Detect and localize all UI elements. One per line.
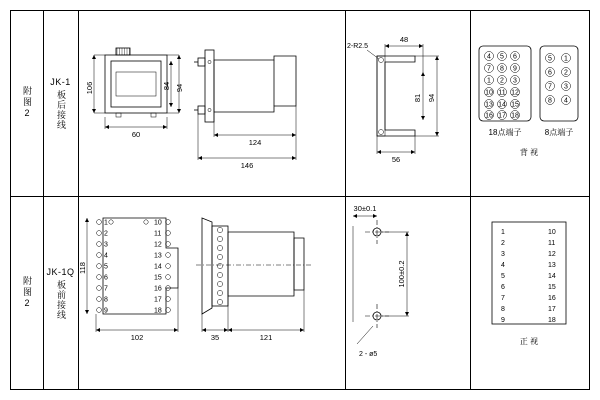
svg-text:8: 8 xyxy=(104,296,108,304)
svg-text:正 视: 正 视 xyxy=(519,337,539,346)
svg-text:3: 3 xyxy=(104,241,108,249)
svg-text:2: 2 xyxy=(500,77,504,85)
svg-text:81: 81 xyxy=(413,93,422,103)
row-2-drawings xyxy=(78,196,345,389)
svg-text:13: 13 xyxy=(548,262,556,269)
svg-text:8: 8 xyxy=(500,65,504,73)
svg-text:8点端子: 8点端子 xyxy=(544,128,574,137)
svg-text:2: 2 xyxy=(564,69,568,77)
svg-text:35: 35 xyxy=(210,333,220,342)
svg-text:7: 7 xyxy=(548,83,552,91)
svg-text:11: 11 xyxy=(154,230,162,238)
svg-text:15: 15 xyxy=(548,284,556,291)
svg-text:9: 9 xyxy=(501,317,505,324)
svg-text:13: 13 xyxy=(154,252,162,260)
svg-text:2-R2.5: 2-R2.5 xyxy=(347,43,369,50)
svg-text:9: 9 xyxy=(513,65,517,73)
svg-text:18点端子: 18点端子 xyxy=(488,128,522,137)
svg-text:7: 7 xyxy=(104,285,108,293)
svg-text:15: 15 xyxy=(511,101,519,109)
row-2-model-label xyxy=(43,196,78,389)
svg-text:8: 8 xyxy=(548,97,552,105)
svg-text:17: 17 xyxy=(498,112,506,120)
svg-text:4: 4 xyxy=(501,262,505,269)
row-1-ref-label-text: 附图2 xyxy=(22,86,32,120)
svg-text:14: 14 xyxy=(154,263,162,271)
svg-text:17: 17 xyxy=(154,296,162,304)
svg-text:7: 7 xyxy=(487,65,491,73)
svg-text:14: 14 xyxy=(498,101,506,109)
svg-text:12: 12 xyxy=(511,89,519,97)
svg-text:102: 102 xyxy=(130,333,144,342)
row-1-ref-label xyxy=(10,10,43,196)
svg-text:6: 6 xyxy=(104,274,108,282)
svg-text:5: 5 xyxy=(500,53,504,61)
svg-text:1: 1 xyxy=(104,219,108,227)
svg-text:60: 60 xyxy=(131,130,141,139)
svg-text:10: 10 xyxy=(548,229,556,236)
svg-text:106: 106 xyxy=(85,81,94,95)
svg-text:16: 16 xyxy=(548,295,556,302)
row-2-model-name: JK-1Q xyxy=(46,266,75,277)
svg-text:14: 14 xyxy=(548,273,556,280)
svg-text:3: 3 xyxy=(501,251,505,258)
svg-text:15: 15 xyxy=(154,274,162,282)
row-1-terminal-view xyxy=(470,10,589,196)
svg-text:1: 1 xyxy=(487,77,491,85)
svg-text:12: 12 xyxy=(548,251,556,258)
svg-text:18: 18 xyxy=(154,307,162,315)
row-1-model-label xyxy=(43,10,78,196)
svg-text:94: 94 xyxy=(175,83,184,93)
svg-text:100±0.2: 100±0.2 xyxy=(397,260,406,288)
svg-text:18: 18 xyxy=(548,317,556,324)
svg-text:17: 17 xyxy=(548,306,556,313)
svg-text:9: 9 xyxy=(104,307,108,315)
svg-text:118: 118 xyxy=(78,262,87,274)
svg-text:16: 16 xyxy=(154,285,162,293)
svg-text:5: 5 xyxy=(104,263,108,271)
svg-text:4: 4 xyxy=(104,252,108,260)
row-2-ref-label-text: 附图2 xyxy=(22,275,32,310)
svg-text:2 - ø5: 2 - ø5 xyxy=(359,351,378,358)
svg-text:5: 5 xyxy=(501,273,505,280)
row-1-cutout-view xyxy=(345,10,470,196)
svg-text:背 视: 背 视 xyxy=(519,148,539,157)
svg-text:84: 84 xyxy=(162,81,171,91)
svg-text:10: 10 xyxy=(154,219,162,227)
svg-text:16: 16 xyxy=(485,112,493,120)
row-2-wiring-label: 板前接线 xyxy=(56,279,66,320)
svg-text:4: 4 xyxy=(487,53,491,61)
row-1-model-name: JK-1 xyxy=(50,77,71,87)
svg-text:11: 11 xyxy=(498,89,506,97)
svg-text:8: 8 xyxy=(501,306,505,313)
svg-text:11: 11 xyxy=(548,240,556,247)
svg-text:4: 4 xyxy=(564,97,568,105)
svg-text:2: 2 xyxy=(501,240,505,247)
svg-text:3: 3 xyxy=(564,83,568,91)
svg-text:5: 5 xyxy=(548,55,552,63)
svg-text:48: 48 xyxy=(399,35,409,44)
svg-text:124: 124 xyxy=(248,138,262,147)
svg-text:6: 6 xyxy=(513,53,517,61)
svg-text:1: 1 xyxy=(564,55,568,63)
svg-text:30±0.1: 30±0.1 xyxy=(353,204,377,213)
svg-text:1: 1 xyxy=(501,229,505,236)
row-1-drawings xyxy=(78,10,345,196)
svg-text:13: 13 xyxy=(485,101,493,109)
svg-text:94: 94 xyxy=(427,93,436,103)
svg-text:10: 10 xyxy=(485,89,493,97)
row-1-wiring-label: 板后接线 xyxy=(56,90,66,130)
svg-text:18: 18 xyxy=(511,112,519,120)
svg-text:3: 3 xyxy=(513,77,517,85)
svg-text:146: 146 xyxy=(240,161,254,170)
svg-text:2: 2 xyxy=(104,230,108,238)
svg-text:7: 7 xyxy=(501,295,505,302)
svg-text:12: 12 xyxy=(154,241,162,249)
svg-text:56: 56 xyxy=(391,155,401,164)
row-2-hole-pattern xyxy=(345,196,470,389)
row-2-terminal-view xyxy=(470,196,589,389)
svg-text:6: 6 xyxy=(548,69,552,77)
row-2-ref-label xyxy=(10,196,43,389)
svg-text:6: 6 xyxy=(501,284,505,291)
svg-text:121: 121 xyxy=(259,333,273,342)
